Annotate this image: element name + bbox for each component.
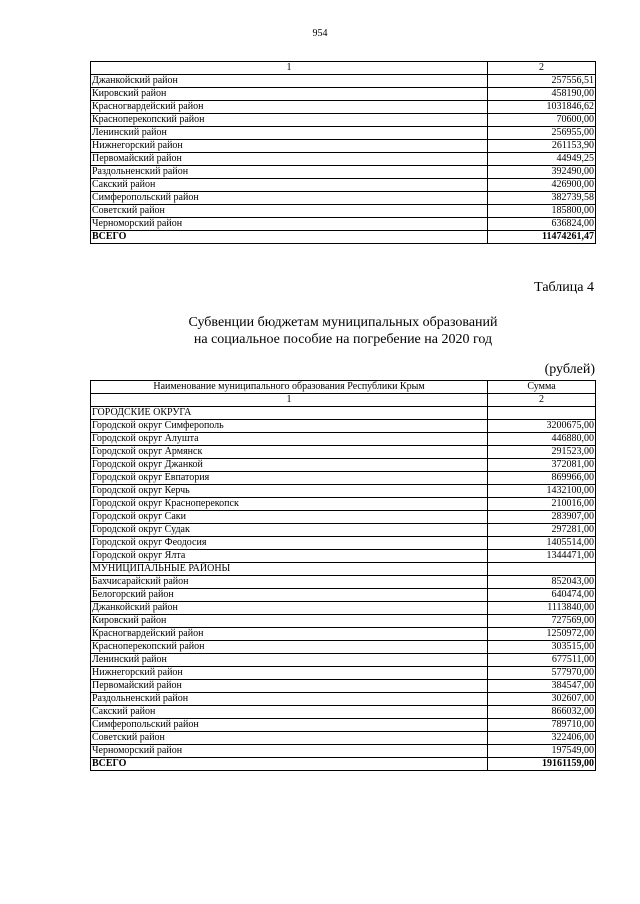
row-name: Нижнегорский район xyxy=(91,140,488,153)
row-name: Черноморский район xyxy=(91,745,488,758)
row-name: Ленинский район xyxy=(91,654,488,667)
row-name: Красноперекопский район xyxy=(91,641,488,654)
table1-col-1: 1 xyxy=(91,62,488,75)
row-value: 283907,00 xyxy=(488,511,596,524)
row-name: Красногвардейский район xyxy=(91,101,488,114)
table-row xyxy=(91,192,596,205)
table-row xyxy=(91,524,596,537)
table-row xyxy=(91,498,596,511)
row-value: 303515,00 xyxy=(488,641,596,654)
row-value: 789710,00 xyxy=(488,719,596,732)
row-value: 458190,00 xyxy=(488,88,596,101)
table-row xyxy=(91,628,596,641)
section-row xyxy=(91,563,596,576)
table4 xyxy=(90,380,596,771)
row-name: Джанкойский район xyxy=(91,602,488,615)
table-row xyxy=(91,680,596,693)
section-row xyxy=(91,407,596,420)
table1-continuation xyxy=(90,61,596,244)
table-row xyxy=(91,114,596,127)
row-name: Городской округ Симферополь xyxy=(91,420,488,433)
table4-number-row xyxy=(91,394,596,407)
table-row xyxy=(91,218,596,231)
row-value: 636824,00 xyxy=(488,218,596,231)
row-name: Первомайский район xyxy=(91,153,488,166)
table-row xyxy=(91,667,596,680)
row-name: Белогорский район xyxy=(91,589,488,602)
table-row xyxy=(91,446,596,459)
table-row xyxy=(91,706,596,719)
row-name: Черноморский район xyxy=(91,218,488,231)
row-name: Городской округ Алушта xyxy=(91,433,488,446)
total-label: ВСЕГО xyxy=(91,758,488,771)
row-value: 727569,00 xyxy=(488,615,596,628)
table1-header-row xyxy=(91,62,596,75)
row-name: Раздольненский район xyxy=(91,166,488,179)
row-value: 372081,00 xyxy=(488,459,596,472)
table-row xyxy=(91,537,596,550)
table-row xyxy=(91,511,596,524)
table-row xyxy=(91,576,596,589)
col-number-1: 1 xyxy=(91,394,488,407)
table4-total-row xyxy=(91,758,596,771)
table-row xyxy=(91,420,596,433)
table-row xyxy=(91,745,596,758)
table4-title xyxy=(0,314,640,348)
row-name: Красноперекопский район xyxy=(91,114,488,127)
table-row xyxy=(91,732,596,745)
row-name: Городской округ Армянск xyxy=(91,446,488,459)
table-row xyxy=(91,615,596,628)
row-value: 382739,58 xyxy=(488,192,596,205)
row-value: 185800,00 xyxy=(488,205,596,218)
row-name: Раздольненский район xyxy=(91,693,488,706)
row-name: Советский район xyxy=(91,732,488,745)
table-row xyxy=(91,550,596,563)
total-value: 19161159,00 xyxy=(488,758,596,771)
row-name: Сакский район xyxy=(91,179,488,192)
table-row xyxy=(91,602,596,615)
table4-title-line2: на социальное пособие на погребение на 2020 год xyxy=(193,332,493,347)
row-name: Кировский район xyxy=(91,88,488,101)
table4-header-row xyxy=(91,381,596,394)
row-name: Симферопольский район xyxy=(91,719,488,732)
col-sum-header: Сумма xyxy=(488,381,596,394)
row-value: 256955,00 xyxy=(488,127,596,140)
row-value: 866032,00 xyxy=(488,706,596,719)
row-name: Городской округ Джанкой xyxy=(91,459,488,472)
row-name: Красногвардейский район xyxy=(91,628,488,641)
row-value: 1250972,00 xyxy=(488,628,596,641)
row-name: Городской округ Керчь xyxy=(91,485,488,498)
table-row xyxy=(91,719,596,732)
row-value: 869966,00 xyxy=(488,472,596,485)
row-value: 640474,00 xyxy=(488,589,596,602)
row-value: 261153,90 xyxy=(488,140,596,153)
row-value: 210016,00 xyxy=(488,498,596,511)
table-row xyxy=(91,166,596,179)
row-value: 577970,00 xyxy=(488,667,596,680)
row-value: 1113840,00 xyxy=(488,602,596,615)
table-row xyxy=(91,75,596,88)
table4-units: (рублей) xyxy=(544,362,595,377)
table-row xyxy=(91,140,596,153)
row-value: 297281,00 xyxy=(488,524,596,537)
row-value: 3200675,00 xyxy=(488,420,596,433)
table-row xyxy=(91,127,596,140)
row-value: 197549,00 xyxy=(488,745,596,758)
row-name: Нижнегорский район xyxy=(91,667,488,680)
page-number: 954 xyxy=(312,28,328,39)
section-label-city-districts: ГОРОДСКИЕ ОКРУГА xyxy=(91,407,488,420)
table-row xyxy=(91,654,596,667)
table1-col-2: 2 xyxy=(488,62,596,75)
row-name: Городской округ Судак xyxy=(91,524,488,537)
table-row xyxy=(91,589,596,602)
row-name: Советский район xyxy=(91,205,488,218)
row-value: 257556,51 xyxy=(488,75,596,88)
row-name: Городской округ Красноперекопск xyxy=(91,498,488,511)
row-name: Городской округ Ялта xyxy=(91,550,488,563)
table-row xyxy=(91,101,596,114)
col-number-2: 2 xyxy=(488,394,596,407)
section-label-municipal-districts: МУНИЦИПАЛЬНЫЕ РАЙОНЫ xyxy=(91,563,488,576)
row-name: Ленинский район xyxy=(91,127,488,140)
table-row xyxy=(91,472,596,485)
table-row xyxy=(91,433,596,446)
row-value: 1432100,00 xyxy=(488,485,596,498)
row-value: 1405514,00 xyxy=(488,537,596,550)
row-value: 852043,00 xyxy=(488,576,596,589)
row-value: 1031846,62 xyxy=(488,101,596,114)
row-name: Кировский район xyxy=(91,615,488,628)
section-empty-cell xyxy=(488,407,596,420)
col-name-header: Наименование муниципального образования Республики Крым xyxy=(91,381,488,394)
row-value: 426900,00 xyxy=(488,179,596,192)
table1-total-row xyxy=(91,231,596,244)
row-value: 1344471,00 xyxy=(488,550,596,563)
row-name: Сакский район xyxy=(91,706,488,719)
table-row xyxy=(91,693,596,706)
table-row xyxy=(91,485,596,498)
row-name: Городской округ Саки xyxy=(91,511,488,524)
table-row xyxy=(91,459,596,472)
table-row xyxy=(91,179,596,192)
section-empty-cell xyxy=(488,563,596,576)
table-row xyxy=(91,88,596,101)
table4-title-line1: Субвенции бюджетам муниципальных образований xyxy=(188,315,498,330)
row-name: Бахчисарайский район xyxy=(91,576,488,589)
row-value: 392490,00 xyxy=(488,166,596,179)
row-value: 70600,00 xyxy=(488,114,596,127)
row-value: 322406,00 xyxy=(488,732,596,745)
row-value: 384547,00 xyxy=(488,680,596,693)
row-name: Первомайский район xyxy=(91,680,488,693)
row-value: 302607,00 xyxy=(488,693,596,706)
row-name: Городской округ Евпатория xyxy=(91,472,488,485)
row-name: Симферопольский район xyxy=(91,192,488,205)
table-row xyxy=(91,641,596,654)
row-name: Джанкойский район xyxy=(91,75,488,88)
table-row xyxy=(91,205,596,218)
table-row xyxy=(91,153,596,166)
table4-label: Таблица 4 xyxy=(534,280,594,295)
row-name: Городской округ Феодосия xyxy=(91,537,488,550)
row-value: 44949,25 xyxy=(488,153,596,166)
row-value: 291523,00 xyxy=(488,446,596,459)
total-label: ВСЕГО xyxy=(91,231,488,244)
row-value: 446880,00 xyxy=(488,433,596,446)
total-value: 11474261,47 xyxy=(488,231,596,244)
row-value: 677511,00 xyxy=(488,654,596,667)
